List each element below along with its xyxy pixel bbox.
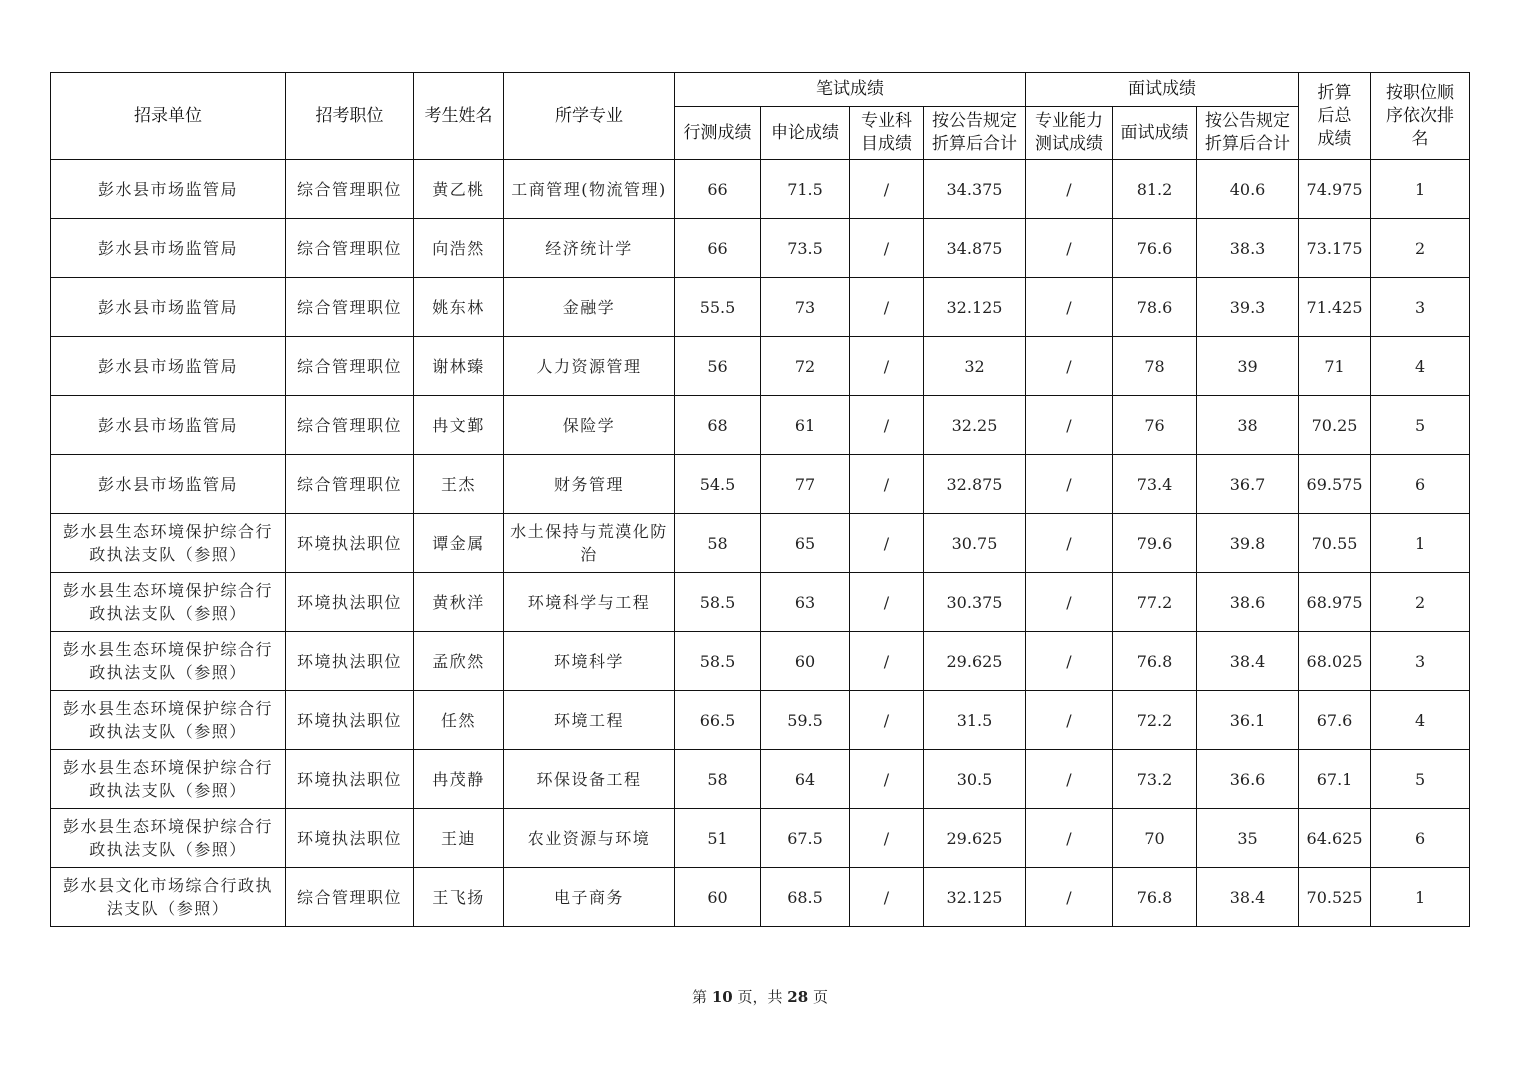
cell-final: 73.175 — [1299, 219, 1371, 278]
cell-unit: 彭水县生态环境保护综合行政执法支队（参照） — [51, 514, 286, 573]
cell-written-total: 29.625 — [924, 809, 1026, 868]
cell-xingce: 58.5 — [675, 632, 761, 691]
cell-major: 人力资源管理 — [504, 337, 675, 396]
cell-final: 71.425 — [1299, 278, 1371, 337]
cell-interview: 73.2 — [1113, 750, 1197, 809]
table-row — [51, 691, 1470, 750]
cell-interview: 78 — [1113, 337, 1197, 396]
cell-name: 冉茂静 — [414, 750, 504, 809]
cell-final: 70.25 — [1299, 396, 1371, 455]
cell-position: 环境执法职位 — [286, 573, 414, 632]
cell-interview-total: 39.8 — [1197, 514, 1299, 573]
cell-written-total: 32.25 — [924, 396, 1026, 455]
cell-interview-total: 39 — [1197, 337, 1299, 396]
cell-written-total: 32.125 — [924, 278, 1026, 337]
cell-written-total: 30.5 — [924, 750, 1026, 809]
header-unit: 招录单位 — [51, 73, 286, 160]
cell-interview: 79.6 — [1113, 514, 1197, 573]
cell-major: 经济统计学 — [504, 219, 675, 278]
cell-xingce: 66.5 — [675, 691, 761, 750]
cell-major: 环境工程 — [504, 691, 675, 750]
cell-final: 67.6 — [1299, 691, 1371, 750]
cell-final: 64.625 — [1299, 809, 1371, 868]
cell-major: 财务管理 — [504, 455, 675, 514]
cell-major: 水土保持与荒漠化防治 — [504, 514, 675, 573]
cell-shenlun: 67.5 — [761, 809, 850, 868]
header-total: 折算后总成绩 — [1299, 73, 1371, 160]
cell-position: 综合管理职位 — [286, 455, 414, 514]
cell-xingce: 68 — [675, 396, 761, 455]
cell-interview: 70 — [1113, 809, 1197, 868]
cell-position: 综合管理职位 — [286, 160, 414, 219]
table-row — [51, 160, 1470, 219]
cell-written-total: 31.5 — [924, 691, 1026, 750]
cell-interview-total: 38 — [1197, 396, 1299, 455]
cell-ability: / — [1026, 514, 1113, 573]
footer-prefix: 第 — [692, 988, 708, 1006]
header-written-group: 笔试成绩 — [675, 73, 1026, 107]
cell-shenlun: 71.5 — [761, 160, 850, 219]
footer-total-pages: 28 — [787, 988, 809, 1006]
cell-name: 向浩然 — [414, 219, 504, 278]
cell-ability: / — [1026, 573, 1113, 632]
cell-unit: 彭水县市场监管局 — [51, 160, 286, 219]
cell-ability: / — [1026, 455, 1113, 514]
cell-ability: / — [1026, 691, 1113, 750]
cell-interview: 76 — [1113, 396, 1197, 455]
cell-zhuanye: / — [850, 160, 924, 219]
cell-final: 70.55 — [1299, 514, 1371, 573]
cell-unit: 彭水县生态环境保护综合行政执法支队（参照） — [51, 573, 286, 632]
cell-rank: 4 — [1371, 337, 1470, 396]
cell-unit: 彭水县生态环境保护综合行政执法支队（参照） — [51, 809, 286, 868]
cell-interview: 81.2 — [1113, 160, 1197, 219]
cell-interview: 78.6 — [1113, 278, 1197, 337]
cell-interview-total: 40.6 — [1197, 160, 1299, 219]
cell-position: 综合管理职位 — [286, 868, 414, 927]
cell-rank: 6 — [1371, 455, 1470, 514]
cell-interview-total: 36.7 — [1197, 455, 1299, 514]
cell-name: 黄秋洋 — [414, 573, 504, 632]
cell-shenlun: 77 — [761, 455, 850, 514]
cell-interview-total: 35 — [1197, 809, 1299, 868]
cell-rank: 6 — [1371, 809, 1470, 868]
cell-unit: 彭水县生态环境保护综合行政执法支队（参照） — [51, 632, 286, 691]
cell-major: 农业资源与环境 — [504, 809, 675, 868]
cell-ability: / — [1026, 809, 1113, 868]
cell-name: 谭金属 — [414, 514, 504, 573]
cell-rank: 1 — [1371, 868, 1470, 927]
page-footer — [0, 986, 1520, 1007]
cell-major: 金融学 — [504, 278, 675, 337]
table-row — [51, 573, 1470, 632]
cell-xingce: 66 — [675, 219, 761, 278]
cell-xingce: 56 — [675, 337, 761, 396]
cell-final: 67.1 — [1299, 750, 1371, 809]
cell-ability: / — [1026, 160, 1113, 219]
cell-major: 环境科学 — [504, 632, 675, 691]
cell-ability: / — [1026, 219, 1113, 278]
cell-name: 任然 — [414, 691, 504, 750]
footer-suffix: 页 — [812, 988, 828, 1006]
cell-written-total: 32.125 — [924, 868, 1026, 927]
cell-name: 谢林臻 — [414, 337, 504, 396]
cell-name: 冉文鄞 — [414, 396, 504, 455]
cell-interview: 77.2 — [1113, 573, 1197, 632]
cell-final: 71 — [1299, 337, 1371, 396]
cell-unit: 彭水县市场监管局 — [51, 396, 286, 455]
cell-ability: / — [1026, 750, 1113, 809]
cell-interview-total: 38.3 — [1197, 219, 1299, 278]
table-row — [51, 750, 1470, 809]
cell-ability: / — [1026, 868, 1113, 927]
header-row-top — [51, 73, 1470, 107]
cell-position: 综合管理职位 — [286, 396, 414, 455]
cell-shenlun: 72 — [761, 337, 850, 396]
header-shenlun: 申论成绩 — [761, 107, 850, 160]
cell-name: 王飞扬 — [414, 868, 504, 927]
table-body — [51, 160, 1470, 927]
table-row — [51, 514, 1470, 573]
cell-name: 黄乙桃 — [414, 160, 504, 219]
cell-interview-total: 39.3 — [1197, 278, 1299, 337]
table-row — [51, 632, 1470, 691]
cell-position: 环境执法职位 — [286, 514, 414, 573]
cell-zhuanye: / — [850, 455, 924, 514]
cell-interview: 73.4 — [1113, 455, 1197, 514]
cell-unit: 彭水县市场监管局 — [51, 278, 286, 337]
cell-written-total: 29.625 — [924, 632, 1026, 691]
cell-position: 环境执法职位 — [286, 691, 414, 750]
cell-xingce: 58.5 — [675, 573, 761, 632]
cell-zhuanye: / — [850, 868, 924, 927]
cell-zhuanye: / — [850, 809, 924, 868]
cell-shenlun: 65 — [761, 514, 850, 573]
cell-written-total: 30.375 — [924, 573, 1026, 632]
cell-written-total: 34.375 — [924, 160, 1026, 219]
header-major: 所学专业 — [504, 73, 675, 160]
cell-written-total: 32 — [924, 337, 1026, 396]
cell-shenlun: 60 — [761, 632, 850, 691]
cell-xingce: 60 — [675, 868, 761, 927]
cell-final: 68.975 — [1299, 573, 1371, 632]
cell-unit: 彭水县市场监管局 — [51, 219, 286, 278]
cell-final: 69.575 — [1299, 455, 1371, 514]
cell-unit: 彭水县生态环境保护综合行政执法支队（参照） — [51, 750, 286, 809]
cell-final: 74.975 — [1299, 160, 1371, 219]
cell-unit: 彭水县市场监管局 — [51, 455, 286, 514]
cell-interview-total: 38.4 — [1197, 632, 1299, 691]
header-name: 考生姓名 — [414, 73, 504, 160]
cell-xingce: 54.5 — [675, 455, 761, 514]
table-row — [51, 396, 1470, 455]
cell-xingce: 51 — [675, 809, 761, 868]
cell-ability: / — [1026, 396, 1113, 455]
cell-shenlun: 73.5 — [761, 219, 850, 278]
cell-name: 王迪 — [414, 809, 504, 868]
cell-interview: 76.6 — [1113, 219, 1197, 278]
cell-interview-total: 38.4 — [1197, 868, 1299, 927]
header-xingce: 行测成绩 — [675, 107, 761, 160]
table-row — [51, 809, 1470, 868]
cell-interview-total: 36.6 — [1197, 750, 1299, 809]
cell-interview-total: 36.1 — [1197, 691, 1299, 750]
cell-written-total: 34.875 — [924, 219, 1026, 278]
cell-position: 环境执法职位 — [286, 809, 414, 868]
cell-shenlun: 63 — [761, 573, 850, 632]
cell-ability: / — [1026, 632, 1113, 691]
cell-shenlun: 68.5 — [761, 868, 850, 927]
cell-rank: 1 — [1371, 514, 1470, 573]
cell-ability: / — [1026, 278, 1113, 337]
cell-position: 综合管理职位 — [286, 337, 414, 396]
cell-zhuanye: / — [850, 514, 924, 573]
cell-zhuanye: / — [850, 691, 924, 750]
cell-major: 环保设备工程 — [504, 750, 675, 809]
cell-rank: 3 — [1371, 278, 1470, 337]
cell-final: 70.525 — [1299, 868, 1371, 927]
cell-position: 综合管理职位 — [286, 278, 414, 337]
table-row — [51, 337, 1470, 396]
table-row — [51, 455, 1470, 514]
cell-zhuanye: / — [850, 337, 924, 396]
cell-zhuanye: / — [850, 278, 924, 337]
header-interview-group: 面试成绩 — [1026, 73, 1299, 107]
cell-xingce: 55.5 — [675, 278, 761, 337]
cell-position: 环境执法职位 — [286, 750, 414, 809]
footer-middle: 页，共 — [737, 988, 783, 1006]
cell-zhuanye: / — [850, 396, 924, 455]
header-zhuanye: 专业科目成绩 — [850, 107, 924, 160]
cell-rank: 1 — [1371, 160, 1470, 219]
cell-xingce: 58 — [675, 750, 761, 809]
cell-unit: 彭水县市场监管局 — [51, 337, 286, 396]
header-interview: 面试成绩 — [1113, 107, 1197, 160]
cell-position: 综合管理职位 — [286, 219, 414, 278]
cell-rank: 2 — [1371, 219, 1470, 278]
cell-interview-total: 38.6 — [1197, 573, 1299, 632]
cell-shenlun: 59.5 — [761, 691, 850, 750]
cell-interview: 72.2 — [1113, 691, 1197, 750]
cell-major: 环境科学与工程 — [504, 573, 675, 632]
cell-major: 工商管理(物流管理) — [504, 160, 675, 219]
cell-xingce: 66 — [675, 160, 761, 219]
cell-zhuanye: / — [850, 573, 924, 632]
header-interview-total: 按公告规定折算后合计 — [1197, 107, 1299, 160]
cell-rank: 2 — [1371, 573, 1470, 632]
cell-interview: 76.8 — [1113, 632, 1197, 691]
cell-written-total: 30.75 — [924, 514, 1026, 573]
cell-written-total: 32.875 — [924, 455, 1026, 514]
cell-zhuanye: / — [850, 219, 924, 278]
header-ability: 专业能力测试成绩 — [1026, 107, 1113, 160]
cell-ability: / — [1026, 337, 1113, 396]
cell-shenlun: 73 — [761, 278, 850, 337]
table-row — [51, 278, 1470, 337]
header-position: 招考职位 — [286, 73, 414, 160]
cell-zhuanye: / — [850, 632, 924, 691]
cell-zhuanye: / — [850, 750, 924, 809]
cell-rank: 4 — [1371, 691, 1470, 750]
cell-name: 孟欣然 — [414, 632, 504, 691]
header-written-total: 按公告规定折算后合计 — [924, 107, 1026, 160]
cell-rank: 5 — [1371, 750, 1470, 809]
cell-unit: 彭水县文化市场综合行政执法支队（参照） — [51, 868, 286, 927]
cell-rank: 5 — [1371, 396, 1470, 455]
cell-major: 保险学 — [504, 396, 675, 455]
cell-shenlun: 61 — [761, 396, 850, 455]
score-table — [50, 72, 1470, 927]
table-row — [51, 868, 1470, 927]
cell-final: 68.025 — [1299, 632, 1371, 691]
footer-current-page: 10 — [711, 988, 733, 1006]
cell-rank: 3 — [1371, 632, 1470, 691]
cell-major: 电子商务 — [504, 868, 675, 927]
cell-shenlun: 64 — [761, 750, 850, 809]
cell-unit: 彭水县生态环境保护综合行政执法支队（参照） — [51, 691, 286, 750]
table-row — [51, 219, 1470, 278]
cell-xingce: 58 — [675, 514, 761, 573]
cell-name: 王杰 — [414, 455, 504, 514]
cell-interview: 76.8 — [1113, 868, 1197, 927]
cell-name: 姚东林 — [414, 278, 504, 337]
header-rank: 按职位顺序依次排名 — [1371, 73, 1470, 160]
cell-position: 环境执法职位 — [286, 632, 414, 691]
